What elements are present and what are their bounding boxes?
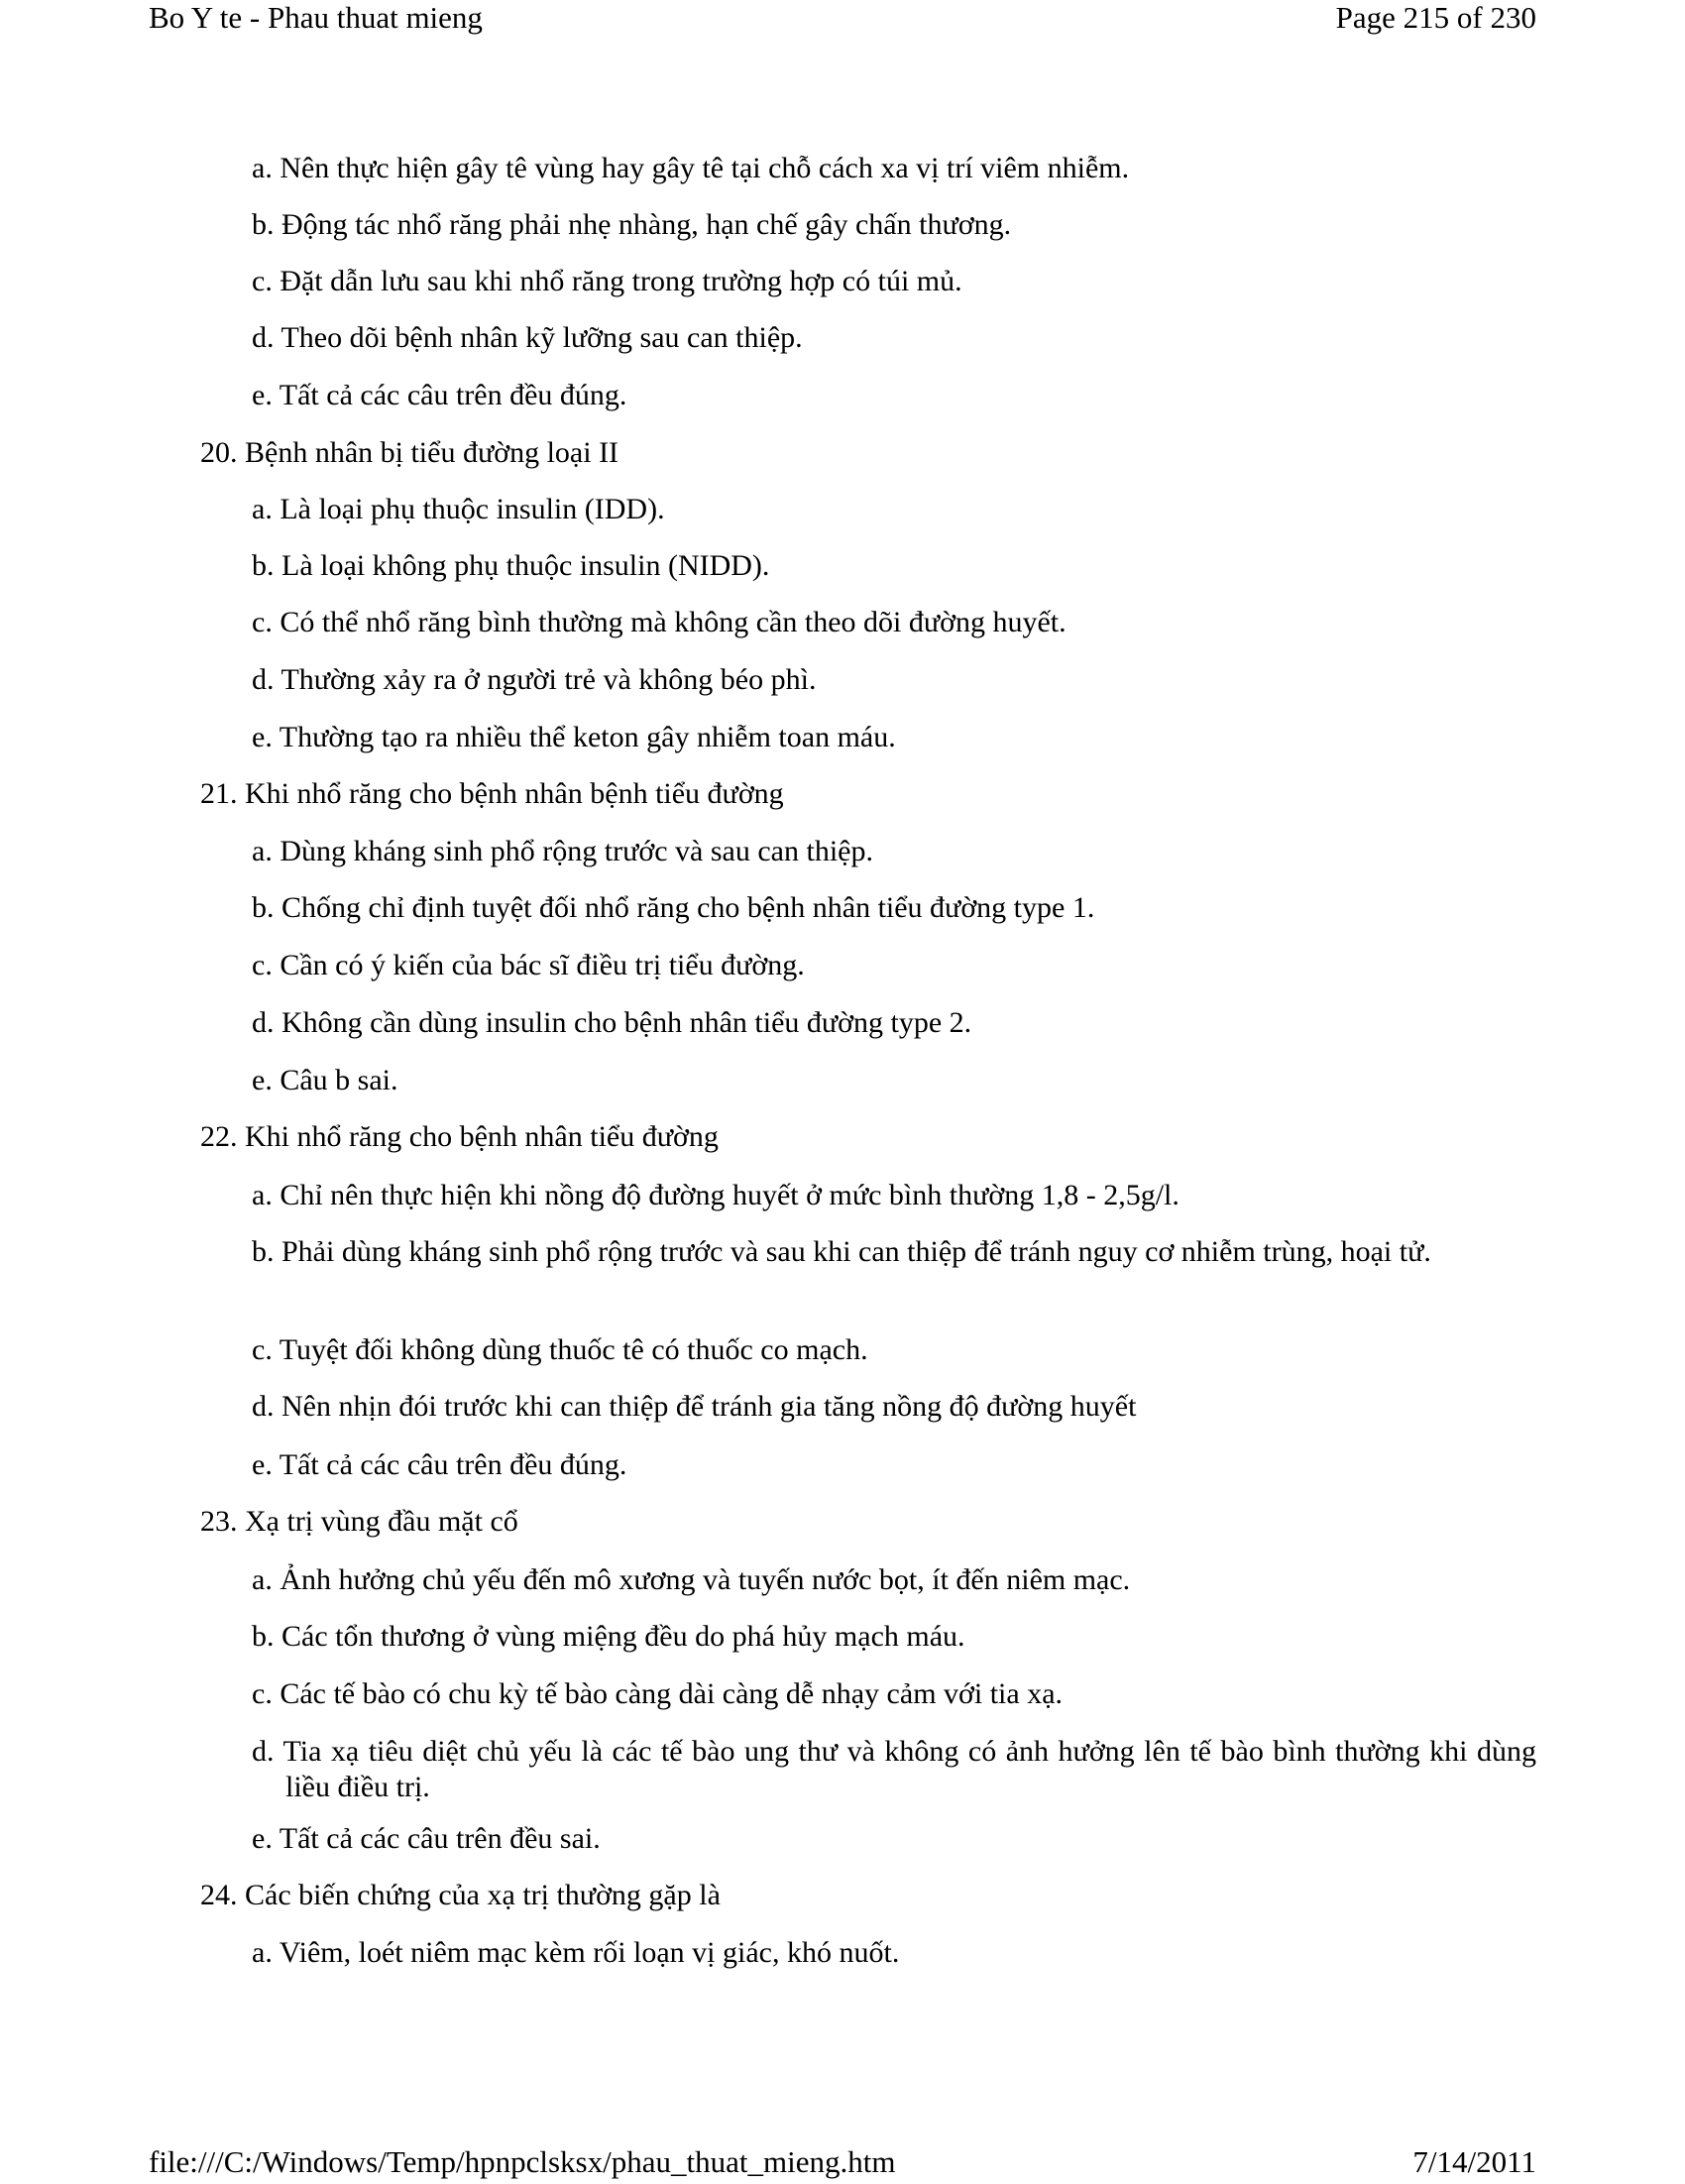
answer-option — [252, 378, 1536, 413]
option-text: d. Nên nhịn đói trước khi can thiệp để tránh gia tăng nồng độ đường huyết — [252, 1390, 1137, 1423]
answer-option — [252, 1234, 1536, 1270]
option-text: c. Tuyệt đối không dùng thuốc tê có thuốc co mạch. — [252, 1333, 868, 1366]
question-text: 20. Bệnh nhân bị tiểu đường loại II — [200, 436, 619, 469]
answer-option — [252, 264, 1536, 299]
page-header — [149, 0, 1536, 40]
answer-option — [252, 1178, 1536, 1213]
answer-option — [252, 1821, 1536, 1857]
option-text: c. Có thể nhổ răng bình thường mà không cần theo dõi đường huyết. — [252, 606, 1067, 638]
footer-date: 7/14/2011 — [1412, 2144, 1536, 2179]
option-text: d. Tia xạ tiêu diệt chủ yếu là các tế bào ung thư và không có ảnh hưởng lên tế bào bình thường khi dùng liều điều trị. — [252, 1735, 1536, 1803]
question-title — [200, 1878, 1538, 1913]
option-text: b. Chống chỉ định tuyệt đối nhổ răng cho bệnh nhân tiểu đường type 1. — [252, 891, 1095, 924]
answer-option — [252, 1562, 1536, 1598]
option-text: d. Theo dõi bệnh nhân kỹ lưỡng sau can thiệp. — [252, 321, 803, 354]
option-text: a. Chỉ nên thực hiện khi nồng độ đường huyết ở mức bình thường 1,8 - 2,5g/l. — [252, 1179, 1180, 1211]
option-text: a. Viêm, loét niêm mạc kèm rối loạn vị giác, khó nuốt. — [252, 1936, 900, 1969]
question-text: 24. Các biến chứng của xạ trị thường gặp là — [200, 1879, 721, 1911]
answer-option — [252, 1389, 1536, 1425]
answer-option — [252, 207, 1536, 243]
option-text: d. Thường xảy ra ở người trẻ và không béo phì. — [252, 663, 817, 696]
answer-option — [252, 1447, 1536, 1483]
option-text: c. Cần có ý kiến của bác sĩ điều trị tiểu đường. — [252, 949, 805, 981]
answer-option — [252, 1734, 1536, 1805]
question-title — [200, 776, 1538, 812]
option-text: e. Câu b sai. — [252, 1064, 398, 1096]
answer-option — [252, 662, 1536, 698]
answer-option — [252, 320, 1536, 356]
option-text: e. Tất cả các câu trên đều đúng. — [252, 379, 627, 411]
answer-option — [252, 548, 1536, 584]
option-text: d. Không cần dùng insulin cho bệnh nhân tiểu đường type 2. — [252, 1006, 972, 1039]
answer-option — [252, 948, 1536, 983]
question-title — [200, 1119, 1538, 1155]
answer-option — [252, 605, 1536, 640]
option-text: e. Thường tạo ra nhiều thể keton gây nhiễm toan máu. — [252, 721, 896, 753]
answer-option — [252, 834, 1536, 869]
header-page-number: Page 215 of 230 — [1335, 0, 1536, 35]
option-text: c. Các tế bào có chu kỳ tế bào càng dài càng dễ nhạy cảm với tia xạ. — [252, 1677, 1064, 1710]
answer-option — [252, 1676, 1536, 1712]
answer-option — [252, 1332, 1536, 1368]
answer-option — [252, 151, 1536, 186]
answer-option — [252, 890, 1536, 926]
answer-option — [252, 1005, 1536, 1041]
option-text: b. Là loại không phụ thuộc insulin (NIDD). — [252, 549, 770, 582]
option-text: e. Tất cả các câu trên đều sai. — [252, 1822, 601, 1855]
option-text: e. Tất cả các câu trên đều đúng. — [252, 1448, 627, 1481]
question-text: 23. Xạ trị vùng đầu mặt cổ — [200, 1505, 518, 1538]
option-text: a. Là loại phụ thuộc insulin (IDD). — [252, 493, 665, 525]
option-text: a. Nên thực hiện gây tê vùng hay gây tê tại chỗ cách xa vị trí viêm nhiễm. — [252, 152, 1130, 184]
answer-option — [252, 492, 1536, 527]
question-title — [200, 435, 1538, 471]
option-text: b. Động tác nhổ răng phải nhẹ nhàng, hạn chế gây chấn thương. — [252, 208, 1012, 241]
footer-file-path: file:///C:/Windows/Temp/hpnpclsksx/phau_thuat_mieng.htm — [149, 2144, 896, 2179]
question-text: 22. Khi nhổ răng cho bệnh nhân tiểu đường — [200, 1120, 719, 1153]
option-text: a. Ảnh hưởng chủ yếu đến mô xương và tuyến nước bọt, ít đến niêm mạc. — [252, 1563, 1131, 1596]
option-text: b. Phải dùng kháng sinh phổ rộng trước và sau khi can thiệp để tránh nguy cơ nhiễm trùng, hoại tử. — [252, 1235, 1431, 1268]
option-text: a. Dùng kháng sinh phổ rộng trước và sau can thiệp. — [252, 835, 873, 867]
option-text: c. Đặt dẫn lưu sau khi nhổ răng trong trường hợp có túi mủ. — [252, 265, 962, 297]
question-title — [200, 1504, 1538, 1540]
question-text: 21. Khi nhổ răng cho bệnh nhân bệnh tiểu đường — [200, 777, 784, 810]
answer-option — [252, 1063, 1536, 1098]
page-footer — [149, 2144, 1536, 2184]
answer-option — [252, 720, 1536, 755]
answer-option — [252, 1619, 1536, 1655]
option-text: b. Các tổn thương ở vùng miệng đều do phá hủy mạch máu. — [252, 1620, 965, 1653]
header-title: Bo Y te - Phau thuat mieng — [149, 0, 483, 35]
answer-option — [252, 1935, 1536, 1971]
